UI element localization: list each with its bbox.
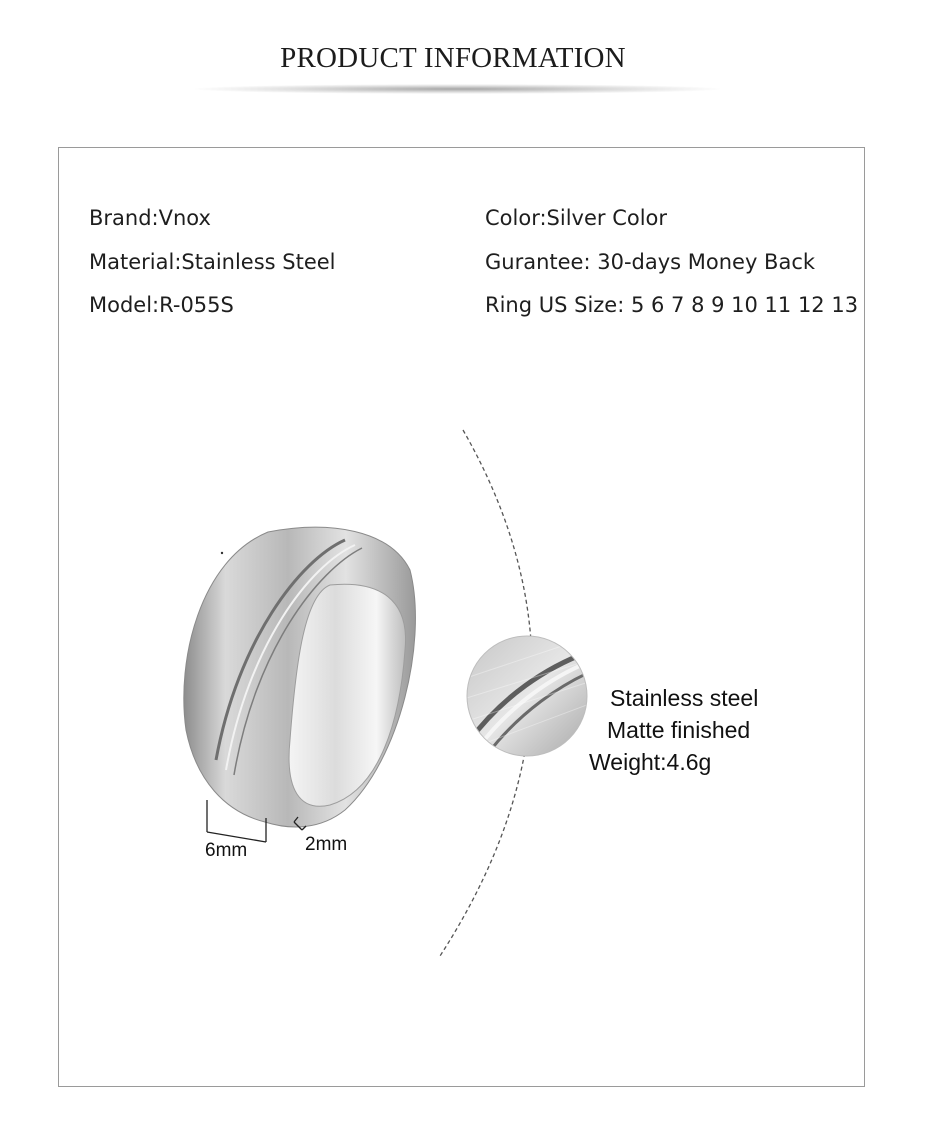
callout-weight: Weight:4.6g	[589, 749, 712, 775]
spec-brand: Brand:Vnox	[89, 206, 211, 230]
spec-material: Material:Stainless Steel	[89, 250, 336, 274]
spec-guarantee: Gurantee: 30-days Money Back	[485, 250, 816, 274]
spec-model: Model:R-055S	[89, 293, 234, 317]
spec-ring-size: Ring US Size: 5 6 7 8 9 10 11 12 13	[485, 293, 859, 317]
spec-color: Color:Silver Color	[485, 206, 668, 230]
detail-magnifier	[460, 636, 610, 756]
dimension-thickness-label: 2mm	[305, 834, 348, 855]
callout-finish: Matte finished	[607, 717, 751, 743]
ring-image	[184, 527, 416, 827]
callout-material: Stainless steel	[610, 685, 759, 711]
page-title: PRODUCT INFORMATION	[280, 42, 626, 74]
dimension-width-label: 6mm	[205, 840, 248, 861]
